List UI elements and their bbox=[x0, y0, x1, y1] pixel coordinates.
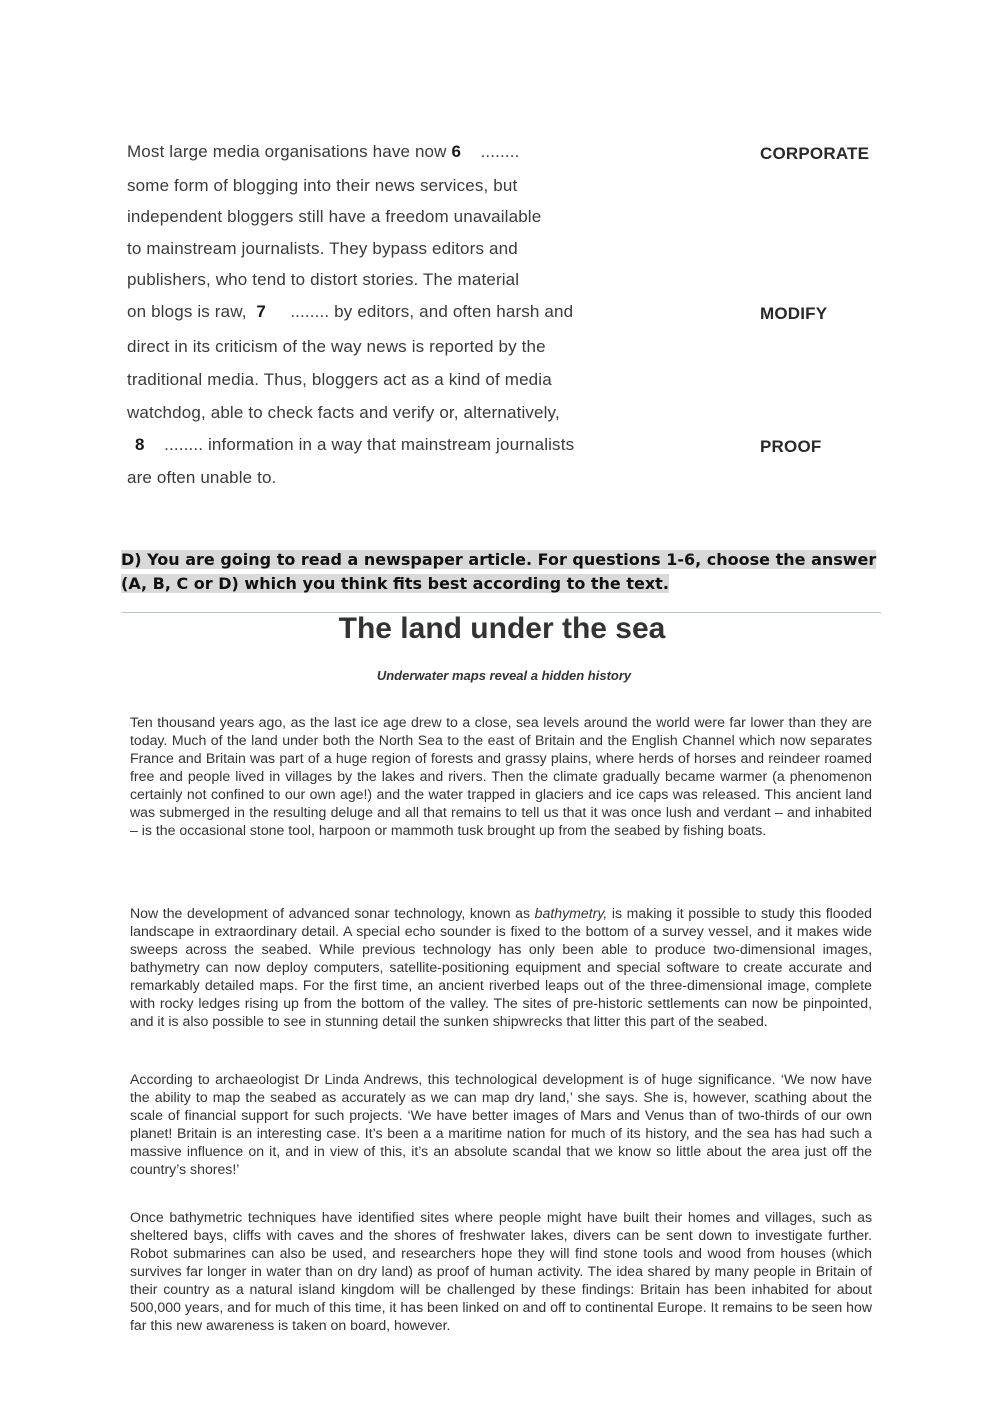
task-instruction-text: D) You are going to read a newspaper article. For questions 1-6, choose the answer (A, B, C or D) which you think fits best according to the text. bbox=[121, 550, 877, 593]
paragraph-text: is making it possible to study this flooded landscape in extraordinary detail. A special echo sounder is fixed to the bottom of a survey vessel, and it makes wide sweeps across the seabed. While previous technology has only been able to produce two-dimensional images, bathymetry can now deploy computers, satellite-positioning equipment and special software to create accurate and remarkably detailed maps. For the first time, an ancient riverbed leaps out of the three-dimensional image, complete with rocky ledges rising up from the bottom of the valley. The sites of pre-historic settlements can now be pinpointed, and it is also possible to see in stunning detail the sunken shipwrecks that litter this part of the seabed. bbox=[130, 905, 872, 1029]
root-word-corporate: CORPORATE bbox=[760, 144, 870, 163]
gapfill-text: are often unable to. bbox=[127, 468, 277, 487]
gapfill-line-4 bbox=[127, 239, 518, 259]
article-paragraph-2 bbox=[130, 904, 872, 1030]
bathymetry-term: bathymetry, bbox=[534, 905, 608, 921]
gapfill-text: on blogs is raw, bbox=[127, 302, 252, 321]
gapfill-line-3 bbox=[127, 207, 541, 227]
gapfill-text: watchdog, able to check facts and verify or, alternatively, bbox=[127, 403, 560, 422]
gapfill-text: information in a way that mainstream journalists bbox=[203, 435, 575, 454]
article-paragraph-4 bbox=[130, 1208, 872, 1334]
paragraph-text: Once bathymetric techniques have identified sites where people might have built their homes and villages, such as sheltered bays, cliffs with caves and the shores of freshwater lakes, divers can be sent down to investigate further. Robot submarines can also be used, and researchers hope they will find stone tools and wood from houses (which survives far longer in water than on dry land) as proof of human activity. The idea shared by many people in Britain of their country as a natural island kingdom will be challenged by these findings: Britain has been inhabited for about 500,000 years, and for much of this time, it has been linked on and off to continental Europe. It remains to be seen how far this new awareness is taken on board, however. bbox=[130, 1209, 872, 1333]
gapfill-text: by editors, and often harsh and bbox=[329, 302, 574, 321]
question-number-6: 6 bbox=[451, 142, 462, 161]
answer-gap-8[interactable]: ........ bbox=[164, 435, 204, 454]
question-number-8: 8 bbox=[135, 435, 145, 454]
gapfill-text: Most large media organisations have now bbox=[127, 142, 452, 161]
gapfill-text: direct in its criticism of the way news is reported by the bbox=[127, 337, 546, 356]
gapfill-line-11 bbox=[127, 468, 277, 488]
answer-gap-7[interactable]: ........ bbox=[290, 302, 330, 321]
task-instructions bbox=[121, 548, 881, 596]
gapfill-text: publishers, who tend to distort stories. The material bbox=[127, 270, 520, 289]
article-subtitle: Underwater maps reveal a hidden history bbox=[376, 668, 632, 683]
gapfill-text: some form of blogging into their news services, but bbox=[127, 176, 518, 195]
paragraph-text: According to archaeologist Dr Linda Andrews, this technological development is of huge significance. ‘We now have the ability to map the seabed as accurately as we can map dry land,’ she says. She is, however, scathing about the scale of financial support for such projects. ‘We have better images of Mars and Venus than of two-thirds of our own planet! Britain is an interesting case. It’s been a a maritime nation for much of its history, and the sea has had such a massive influence on it, and in view of this, it’s an absolute scandal that we know so little about the area just off the country’s shores!’ bbox=[130, 1071, 872, 1177]
article-title: The land under the sea bbox=[338, 612, 666, 645]
gapfill-text: independent bloggers still have a freedom unavailable bbox=[127, 207, 542, 226]
paragraph-text: Ten thousand years ago, as the last ice age drew to a close, sea levels around the world were far lower than they are today. Much of the land under both the North Sea to the east of Britain and the English Channel which now separates France and Britain was part of a huge region of forests and grassy plains, where herds of horses and reindeer roamed free and people lived in villages by the lakes and rivers. Then the climate gradually became warmer (a phenomenon certainly not confined to our own age!) and the water trapped in glaciers and ice caps was released. This ancient land was submerged in the resulting deluge and all that remains to tell us that it was once lush and verdant – and inhabited – is the occasional stone tool, harpoon or mammoth tusk brought up from the seabed by fishing boats. bbox=[130, 714, 872, 838]
gapfill-line-1 bbox=[127, 142, 520, 162]
question-number-7: 7 bbox=[256, 302, 266, 321]
article-paragraph-3 bbox=[130, 1070, 872, 1178]
gapfill-line-9 bbox=[127, 403, 560, 423]
gapfill-line-5 bbox=[127, 270, 519, 290]
root-word-modify: MODIFY bbox=[760, 304, 828, 323]
gapfill-line-2 bbox=[127, 176, 517, 196]
article-paragraph-1 bbox=[130, 713, 872, 839]
answer-gap-6[interactable]: ........ bbox=[480, 142, 520, 161]
gapfill-line-7 bbox=[127, 337, 546, 357]
gapfill-line-10 bbox=[135, 435, 574, 455]
gapfill-text: traditional media. Thus, bloggers act as a kind of media bbox=[127, 370, 552, 389]
gapfill-text: to mainstream journalists. They bypass editors and bbox=[127, 239, 518, 258]
paragraph-text: Now the development of advanced sonar technology, known as bbox=[130, 905, 535, 921]
root-word-proof: PROOF bbox=[760, 437, 822, 456]
gapfill-line-8 bbox=[127, 370, 552, 390]
gapfill-line-6 bbox=[127, 302, 573, 322]
